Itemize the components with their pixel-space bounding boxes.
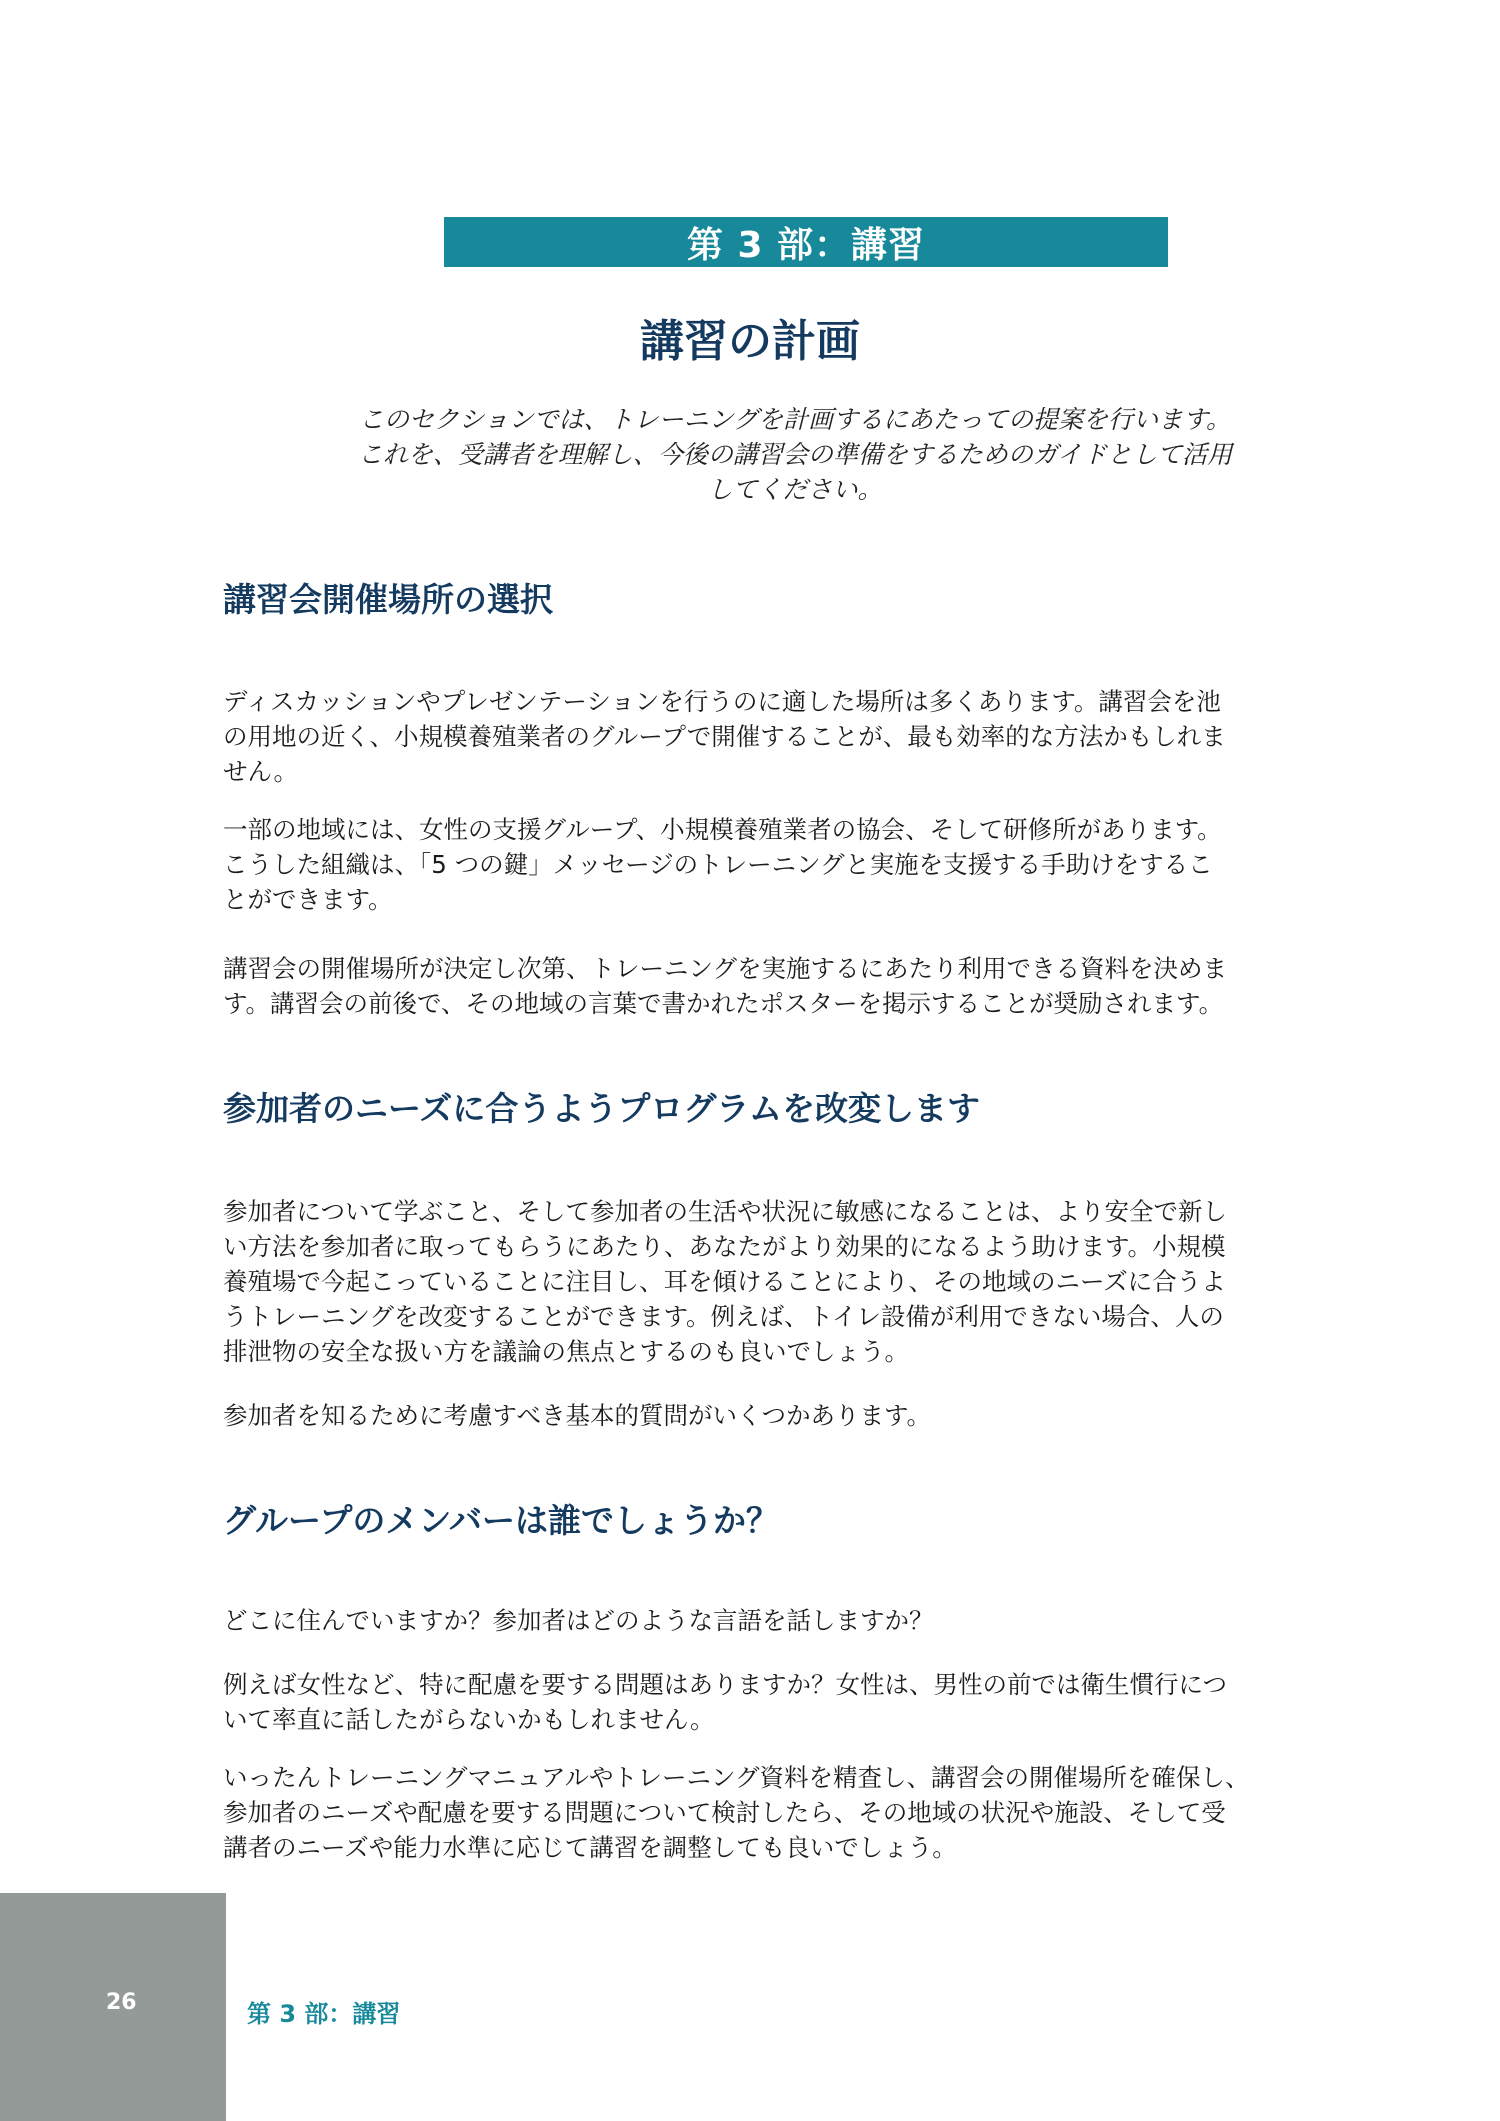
paragraph-line: うトレーニングを改変することができます。例えば、トイレ設備が利用できない場合、人の (223, 1302, 1224, 1331)
paragraph-line: こうした組織は、「5 つの鍵」メッセージのトレーニングと実施を支援する手助けをするこ (223, 850, 1213, 879)
paragraph (223, 812, 1393, 917)
section-heading-venue: 講習会開催場所の選択 (223, 580, 553, 619)
paragraph-line: 養殖場で今起こっていることに注目し、耳を傾けることにより、その地域のニーズに合うよ (223, 1267, 1226, 1296)
paragraph-line: とができます。 (223, 885, 393, 914)
intro-line: このセクションでは、トレーニングを計画するにあたっての提案を行います。 (358, 405, 1231, 434)
paragraph-line: 参加者を知るために考慮すべき基本的質問がいくつかあります。 (223, 1401, 932, 1430)
paragraph-line: 参加者について学ぶこと、そして参加者の生活や状況に敏感になることは、より安全で新し (223, 1197, 1228, 1226)
intro-text (300, 402, 1290, 507)
paragraph-line: す。講習会の前後で、その地域の言葉で書かれたポスターを掲示することが奨励されます。 (223, 989, 1224, 1018)
paragraph (223, 1194, 1393, 1369)
paragraph-line: 一部の地域には、女性の支援グループ、小規模養殖業者の協会、そして研修所があります。 (223, 815, 1222, 844)
paragraph (223, 1760, 1393, 1865)
page-title: 講習の計画 (640, 316, 860, 367)
paragraph (223, 684, 1393, 789)
page-number: 26 (106, 1990, 137, 2015)
paragraph-line: いて率直に話したがらないかもしれません。 (223, 1705, 715, 1734)
intro-line: してください。 (707, 475, 883, 504)
section-banner: 第 3 部：講習 (444, 217, 1168, 267)
paragraph-line: 講者のニーズや能力水準に応じて講習を調整しても良いでしょう。 (223, 1833, 957, 1862)
paragraph-line: 講習会の開催場所が決定し次第、トレーニングを実施するにあたり利用できる資料を決めま (223, 954, 1228, 983)
paragraph-line: ディスカッションやプレゼンテーションを行うのに適した場所は多くあります。講習会を池 (223, 687, 1221, 716)
paragraph-line: せん。 (223, 757, 298, 786)
paragraph-line: い方法を参加者に取ってもらうにあたり、あなたがより効果的になるよう助けます。小規模 (223, 1232, 1226, 1261)
intro-line: これを、受講者を理解し、今後の講習会の準備をするためのガイドとして活用 (357, 440, 1233, 469)
paragraph-line: 排泄物の安全な扱い方を議論の焦点とするのも良いでしょう。 (223, 1337, 909, 1366)
section-heading-adapt-program: 参加者のニーズに合うようプログラムを改変します (223, 1089, 981, 1128)
paragraph (223, 1398, 1393, 1433)
paragraph (223, 1603, 1393, 1638)
paragraph-line: の用地の近く、小規模養殖業者のグループで開催することが、最も効率的な方法かもしれま (223, 722, 1226, 751)
paragraph-line: 参加者のニーズや配慮を要する問題について検討したら、その地域の状況や施設、そして受 (223, 1798, 1226, 1827)
paragraph (223, 951, 1393, 1021)
paragraph-line: いったんトレーニングマニュアルやトレーニング資料を精査し、講習会の開催場所を確保し、 (223, 1763, 1250, 1792)
section-heading-group-members: グループのメンバーは誰でしょうか？ (223, 1501, 780, 1540)
paragraph-line: 例えば女性など、特に配慮を要する問題はありますか？女性は、男性の前では衛生慣行につ (223, 1670, 1228, 1699)
footer-section-title: 第 3 部：講習 (247, 2000, 401, 2028)
paragraph-line: どこに住んでいますか？参加者はどのような言語を話しますか？ (223, 1606, 934, 1635)
paragraph (223, 1667, 1393, 1737)
